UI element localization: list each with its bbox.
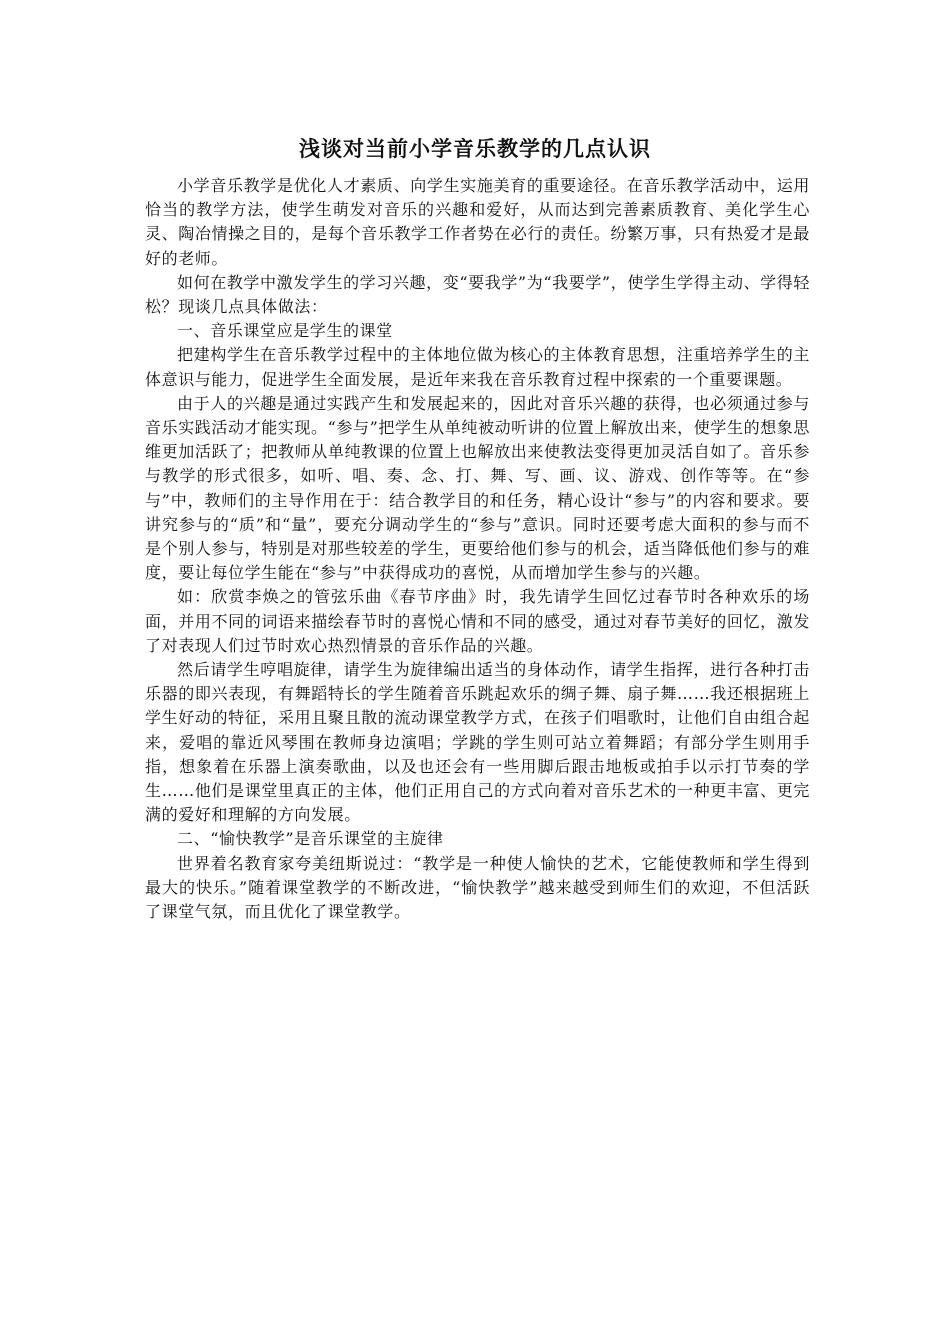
approach-paragraph: 如何在教学中激发学生的学习兴趣，变“要我学”为“我要学”，使学生学得主动、学得轻松？现谈几点具体做法：	[145, 272, 810, 317]
section-2-paragraph-1: 世界着名教育家夸美纽斯说过：“教学是一种使人愉快的艺术，它能使教师和学生得到最大的快乐。”随着课堂教学的不断改进，“愉快教学”越来越受到师生们的欢迎，不但活跃了课堂气氛，而且优化了课堂教学。	[145, 853, 810, 922]
section-1-paragraph-3: 如：欣赏李焕之的管弦乐曲《春节序曲》时，我先请学生回忆过春节时各种欢乐的场面，并用不同的词语来描绘春节时的喜悦心情和不同的感受，通过对春节美好的回忆，激发了对表现人们过节时欢心热烈情景的音乐作品的兴趣。	[145, 587, 810, 655]
intro-paragraph: 小学音乐教学是优化人才素质、向学生实施美育的重要途径。在音乐教学活动中，运用恰当的教学方法，使学生萌发对音乐的兴趣和爱好，从而达到完善素质教育、美化学生心灵、陶冶情操之目的，是每个音乐教学工作者势在必行的责任。纷繁万事，只有热爱才是最好的老师。	[145, 176, 810, 268]
section-heading-2: 二、“愉快教学”是音乐课堂的主旋律	[177, 829, 444, 849]
document-title: 浅谈对当前小学音乐教学的几点认识	[299, 137, 651, 161]
document-body	[145, 174, 810, 924]
section-1-paragraph-2: 由于人的兴趣是通过实践产生和发展起来的，因此对音乐兴趣的获得，也必须通过参与音乐实践活动才能实现。“参与”把学生从单纯被动听讲的位置上解放出来，使学生的想象思维更加活跃了；把教师从单纯教课的位置上也解放出来使教法变得更加灵活自如了。音乐参与教学的形式很多，如听、唱、奏、念、打、舞、写、画、议、游戏、创作等等。在“参与”中，教师们的主导作用在于：结合教学目的和任务，精心设计“参与”的内容和要求。要讲究参与的“质”和“量”，要充分调动学生的“参与”意识。同时还要考虑大面积的参与而不是个别人参与，特别是对那些较差的学生，更要给他们参与的机会，适当降低他们参与的难度，要让每位学生能在“参与”中获得成功的喜悦，从而增加学生参与的兴趣。	[145, 393, 810, 583]
section-heading-1: 一、音乐课堂应是学生的课堂	[177, 321, 393, 341]
section-1-paragraph-4: 然后请学生哼唱旋律，请学生为旋律编出适当的身体动作，请学生指挥，进行各种打击乐器的即兴表现，有舞蹈特长的学生随着音乐跳起欢乐的绸子舞、扇子舞……我还根据班上学生好动的特征，采用且聚且散的流动课堂教学方式，在孩子们唱歌时，让他们自由组合起来，爱唱的靠近风琴围在教师身边演唱；学跳的学生则可站立着舞蹈；有部分学生则用手指，想象着在乐器上演奏歌曲，以及也还会有一些用脚后跟击地板或拍手以示打节奏的学生……他们是课堂里真正的主体，他们正用自己的方式向着对音乐艺术的一种更丰富、更完满的爱好和理解的方向发展。	[145, 660, 810, 825]
section-1-paragraph-1: 把建构学生在音乐教学过程中的主体地位做为核心的主体教育思想，注重培养学生的主体意识与能力，促进学生全面发展，是近年来我在音乐教育过程中探索的一个重要课题。	[145, 345, 810, 389]
